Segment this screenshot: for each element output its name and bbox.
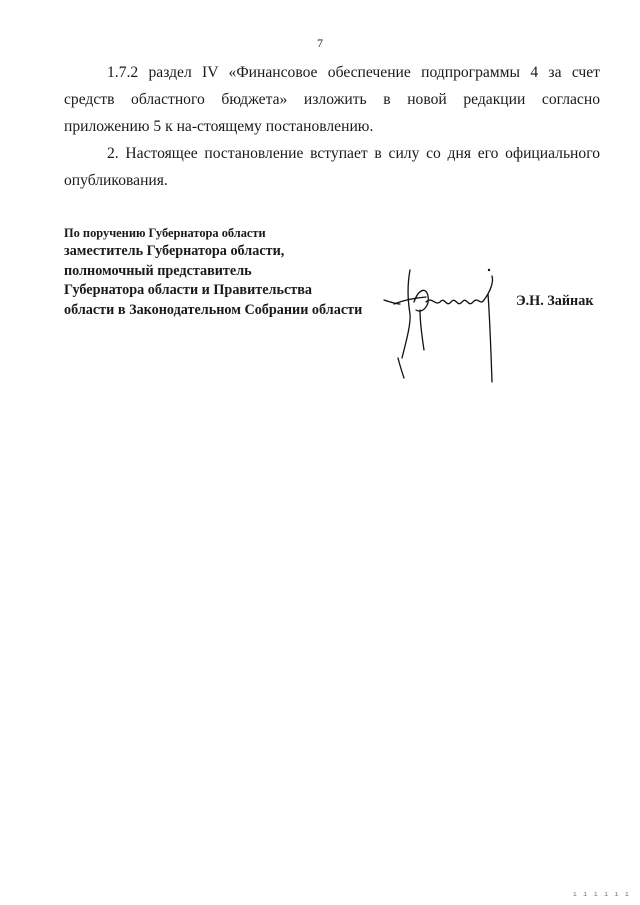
- signer-title-line-1: заместитель Губернатора области,: [64, 243, 285, 259]
- signer-title-line-3: Губернатора области и Правительства: [64, 282, 312, 298]
- signature-preface: По поручению Губернатора области: [64, 226, 266, 240]
- signer-name: Э.Н. Зайнак: [516, 293, 594, 309]
- handwritten-signature: [380, 262, 510, 392]
- paragraph-1-7-2: 1.7.2 раздел IV «Финансовое обеспечение подпрограммы 4 за счет средств областного бюджета» изложить в новой редакции согласно приложению 5 к на-стоящему постановлению.: [64, 64, 600, 135]
- footer-scan-marks: ı ı ı ı ı ı: [572, 891, 630, 899]
- signer-title-line-4: области в Законодательном Собрании области: [64, 301, 363, 318]
- page-number: 7: [317, 36, 323, 50]
- paragraph-2: 2. Настоящее постановление вступает в силу со дня его официального опубликования.: [64, 145, 600, 189]
- signer-title-line-2: полномочный представитель: [64, 262, 252, 279]
